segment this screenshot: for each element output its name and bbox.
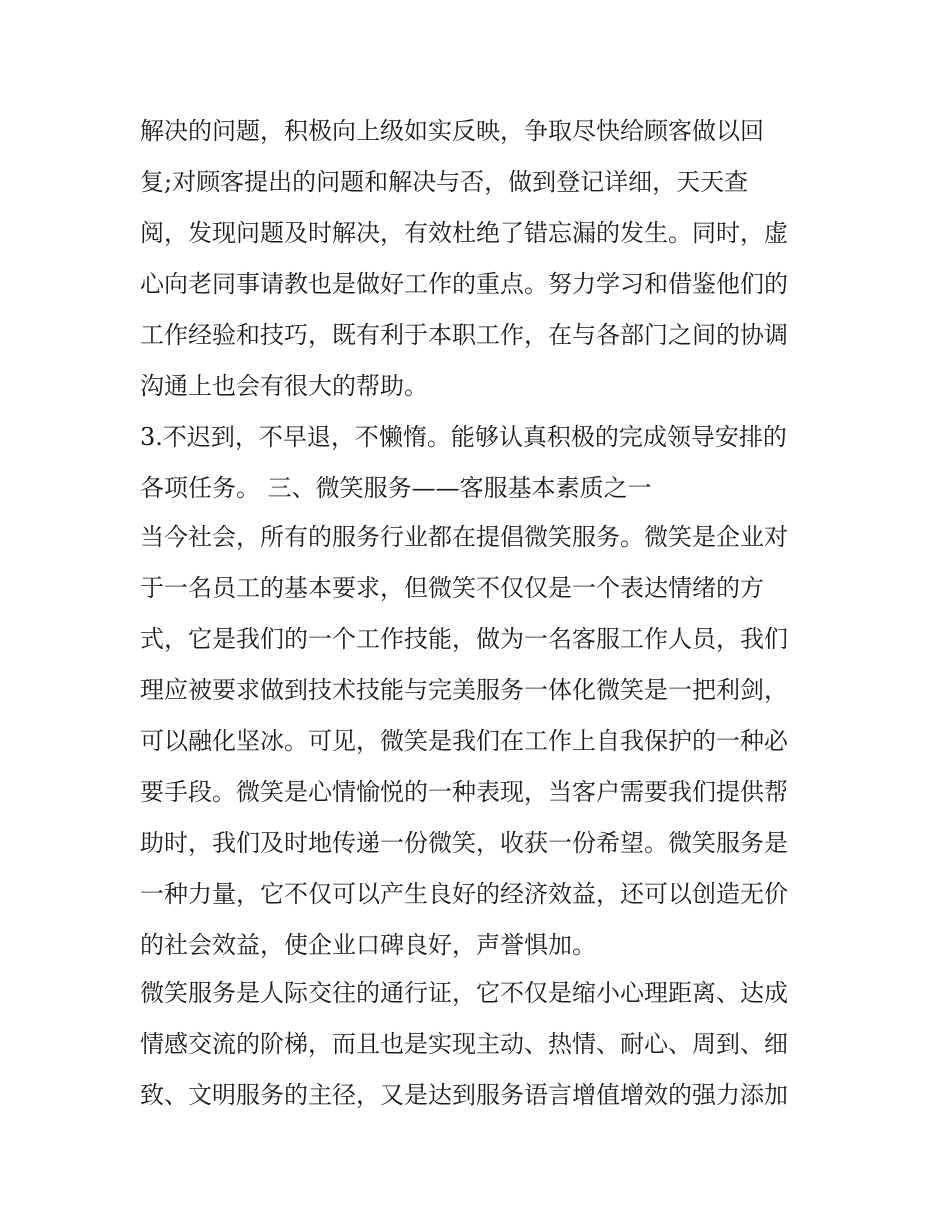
text-line: 要手段。微笑是心情愉悦的一种表现，当客户需要我们提供帮 [140,778,788,806]
text-line: 助时，我们及时地传递一份微笑，收获一份希望。微笑服务是 [140,829,788,857]
text-line: 3.不迟到，不早退，不懒惰。能够认真积极的完成领导安排的 [140,423,787,451]
text-line: 各项任务。 三、微笑服务——客服基本素质之一 [140,474,652,502]
text-line: 当今社会，所有的服务行业都在提倡微笑服务。微笑是企业对 [140,523,788,551]
text-line: 式，它是我们的一个工作技能，做为一名客服工作人员，我们 [140,625,788,653]
text-line: 心向老同事请教也是做好工作的重点。努力学习和借鉴他们的 [140,270,788,298]
text-line: 可以融化坚冰。可见，微笑是我们在工作上自我保护的一种必 [140,727,788,755]
text-line: 的社会效益，使企业口碑良好，声誉惧加。 [140,931,596,959]
text-line: 阅，发现问题及时解决，有效杜绝了错忘漏的发生。同时，虚 [140,219,788,247]
text-line: 一种力量，它不仅可以产生良好的经济效益，还可以创造无价 [140,880,788,908]
text-line: 工作经验和技巧，既有利于本职工作，在与各部门之间的协调 [140,321,788,349]
text-line: 复;对顾客提出的问题和解决与否，做到登记详细，天天查 [140,168,749,196]
text-line: 致、文明服务的主径，又是达到服务语言增值增效的强力添加 [140,1081,788,1109]
text-line: 情感交流的阶梯，而且也是实现主动、热情、耐心、周到、细 [140,1030,788,1058]
text-line: 解决的问题，积极向上级如实反映，争取尽快给顾客做以回 [140,117,764,145]
text-line: 沟通上也会有很大的帮助。 [140,372,428,400]
text-line: 微笑服务是人际交往的通行证，它不仅是缩小心理距离、达成 [140,979,788,1007]
text-line: 于一名员工的基本要求，但微笑不仅仅是一个表达情绪的方 [140,574,764,602]
text-line: 理应被要求做到技术技能与完美服务一体化微笑是一把利剑， [140,676,788,704]
